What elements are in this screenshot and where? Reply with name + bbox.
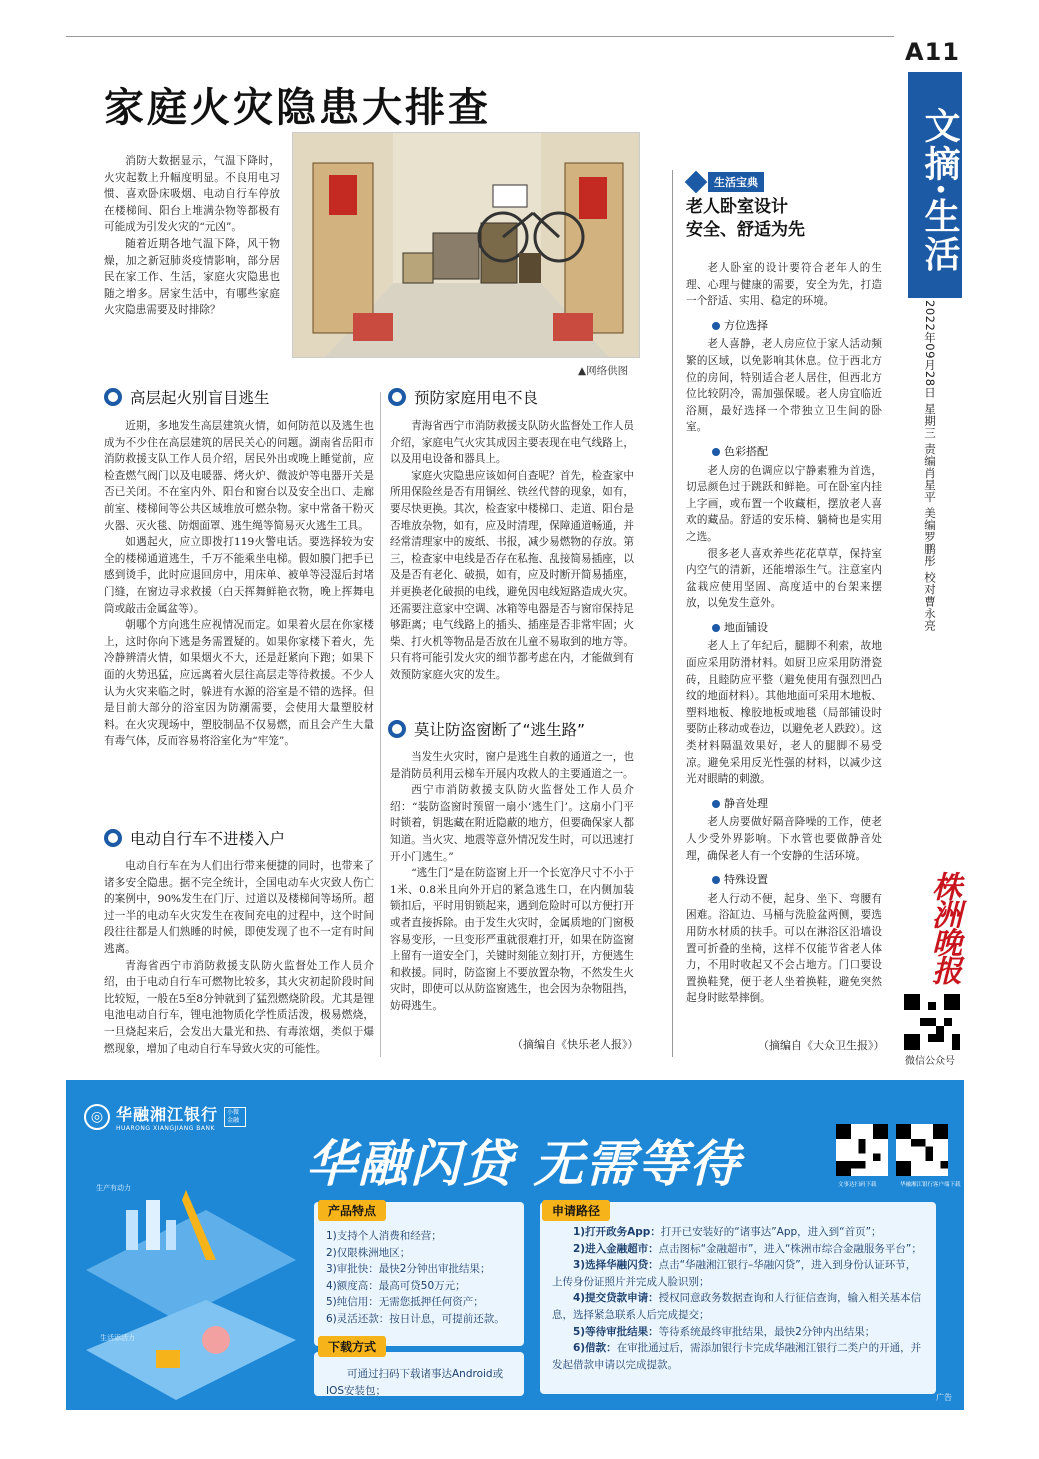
- page-number: A11: [905, 38, 960, 66]
- paragraph: 老人喜静，老人房应位于家人活动频繁的区域，以免影响其休息。位于西北方位的房间，特别适合老人居住，但西北方位比较阴冷，需加强保暖。老人房宜临近浴厕，最好选择一个带独立卫生间的卧室。: [686, 338, 882, 434]
- apply-panel: [540, 1202, 936, 1394]
- bullet-dot-icon: [712, 322, 720, 330]
- illus-label-life: 生活添活力: [100, 1334, 135, 1342]
- bank-brand: [84, 1102, 246, 1132]
- section-heading-high-rise: 高层起火别盲目逃生: [104, 386, 270, 408]
- article-source: （摘编自《快乐老人报》）: [512, 1038, 639, 1051]
- section-heading-window-guard: 莫让防盗窗断了“逃生路”: [388, 718, 585, 740]
- sidebar-intro: 老人卧室的设计要符合老年人的生理、心理与健康的需要，安全为先，打造一个舒适、实用、稳定的环境。: [686, 262, 882, 308]
- corridor-drawing: [293, 133, 640, 358]
- section-body-high-rise: [104, 418, 374, 750]
- intro-paragraph: 随着近期各地气温下降，风干物燥，加之新冠肺炎疫情影响，部分居民在家工作、生活，家庭火灾隐患也随之增多。居家生活中，有哪些家庭火灾隐患需要及时排除？: [104, 237, 280, 317]
- column-divider: [672, 170, 673, 1057]
- paragraph: 西宁市消防救援支队防火监督处工作人员介绍：“装防盗窗时预留一扇小‘逃生门’。这扇小门平时锁着，钥匙藏在附近隐蔽的地方，但要确保家人都知道。当火灾、地震等意外情况发生时，可以迅速打开小门逃生。”: [390, 784, 634, 863]
- ad-flag: 广告: [936, 1393, 952, 1402]
- ad-headline: 华融闪贷 无需等待: [306, 1135, 742, 1193]
- section-body-window-guard: [390, 749, 634, 1015]
- paragraph: 家庭火灾隐患应该如何自查呢？首先，检查家中所用保险丝是否有用铜丝、铁丝代替的现象，如有，要尽快更换。其次，检查家中楼梯口、走道、阳台是否堆放杂物，如有，应及时清理，保障通道畅通，并经常清理家中的废纸、书报，减少易燃物的存放。第三，检查家中电线是否存在私拖、乱接简易插座，以及是否有老化、破损，如有，应及时断开简易插座，并更换老化破损的电线，避免因电线短路造成火灾。还需要注意家中空调、冰箱等电器是否与窗帘保持足够距离；电气线路上的插头、插座是否非常牢固；火柴、打火机等物品是否放在儿童不易取到的地方等。只有将可能引发火灾的细节都考虑在内，才能做到有效预防家庭火灾的发生。: [390, 469, 634, 681]
- app-download-qr[interactable]: [836, 1124, 888, 1176]
- download-text: 可通过扫码下载诸事达Android或IOS安装包；: [326, 1368, 504, 1397]
- corridor-illustration: [292, 132, 640, 358]
- apply-step: 6)借款：在审批通过后，需添加银行卡完成华融湘江银行二类户的开通，并发起借款申请以完成提款。: [552, 1342, 922, 1371]
- article-intro: [104, 153, 280, 319]
- paragraph: 如遇起火，应立即拨打119火警电话。要选择较为安全的楼梯通道逃生，千万不能乘坐电梯。假如膜门把手已感到烫手，此时应退回房中，用床单、被单等浸湿后封堵门缝，在窗边寻求救援（白天挥舞鲜艳衣物，晚上挥舞电筒或敲击金属盆等）。: [104, 536, 374, 615]
- qr-caption: 华融湘江银行客户端下载: [900, 1182, 961, 1188]
- subheading-soundproof: 静音处理: [712, 796, 882, 813]
- feature-item: 5)纯信用：无需您抵押任何资产；: [326, 1296, 484, 1308]
- bullet-ring-icon: [104, 829, 122, 847]
- paragraph: 老人房要做好隔音降噪的工作，使老人少受外界影响。下水管也要做静音处理，确保老人有一个安静的生活环境。: [686, 816, 882, 862]
- bank-name-block: 华融湘江银行 HUARONG XIANGJIANG BANK: [116, 1105, 219, 1132]
- subheading-special: 特殊设置: [712, 872, 882, 889]
- feature-item: 2)仅限株洲地区；: [326, 1246, 411, 1259]
- column-badge: 生活宝典: [688, 172, 764, 192]
- bullet-dot-icon: [712, 624, 720, 632]
- features-panel: [314, 1202, 524, 1346]
- bullet-dot-icon: [712, 448, 720, 456]
- subheading-color: 色彩搭配: [712, 444, 882, 461]
- paragraph: 老人行动不便，起身、坐下、弯腰有困难。浴缸边、马桶与洗脸盆两侧，要选用防水材质的扶手。可以在淋浴区沿墙设置可折叠的坐椅，这样不仅能节省老人体力，不用时收起又不会占地方。门口要设置换鞋凳，便于老人坐着换鞋，避免突然起身时眩晕摔倒。: [686, 892, 882, 1005]
- paragraph: “逃生门”是在防盗窗上开一个长宽净尺寸不小于1米、0.8米且向外开启的紧急逃生口，在内侧加装锁扣后，平时用钥锁起来，遇到危险时可以方便打开或者直接拆除。由于发生火灾时，金属质地的门窗极容易变形，一旦变形严重就很难打开，如果在防盗窗上留有一道安全门，关键时刻能立刻打开，方便逃生和救援。同时，防盗窗上不要放置杂物，不然发生火灾时，即使可以从防盗窗逃生，也会因为杂物阻挡，妨碍逃生。: [390, 867, 634, 1012]
- illus-label-production: 生产有动力: [96, 1184, 131, 1192]
- bullet-ring-icon: [388, 388, 406, 406]
- apply-step: 5)等待审批结果：等待系统最终审批结果，最快2分钟内出结果；: [573, 1325, 876, 1338]
- qr-code-icon: [836, 1124, 888, 1176]
- paragraph: 近期，多地发生高层建筑火情，如何防范以及逃生也成为不少住在高层建筑的居民关心的问题。湖南省岳阳市消防救援支队工作人员介绍，居民外出或晚上睡觉前，应检查燃气阀门以及电暖器、烤火炉、微波炉等电器开关是否已关闭。不在室内外、阳台和窗台以及安全出口、走廊前室、楼梯间等公共区域堆放可燃杂物。家中常备干粉灭火器、灭火毯、防烟面罩、逃生绳等简易灭火逃生工具。: [104, 420, 374, 532]
- features-tab: 产品特点: [318, 1200, 386, 1221]
- download-panel: [314, 1352, 524, 1396]
- edition-info: 2022年09月28日 星期三 责编肖星平 美编罗鹏彤 校对曹永亮: [923, 300, 937, 632]
- download-tab: 下载方式: [318, 1336, 386, 1357]
- paragraph: 很多老人喜欢养些花花草草，保持室内空气的清新，还能增添生气。注意室内盆栽应使用坚固、高度适中的台架来摆放，以免发生意外。: [686, 547, 882, 610]
- bullet-ring-icon: [104, 388, 122, 406]
- paragraph: 青海省西宁市消防救援支队防火监督处工作人员介绍，由于电动自行车可燃物比较多，其火灾初起阶段时间比较短，一般在5至8分钟就到了猛烈燃烧阶段。尤其是锂电池电动自行车，锂电池物质化学性质活泼，极易燃烧，一旦烧起来后，会发出大量光和热、有毒浓烟，类似于爆燃现象，增加了电动自行车导致火灾的可能性。: [104, 959, 374, 1055]
- paragraph: 青海省西宁市消防救援支队防火监督处工作人员介绍，家庭电气火灾其成因主要表现在电气线路上，以及用电设备和器具上。: [390, 420, 634, 466]
- feature-item: 3)审批快：最快2分钟出审批结果；: [326, 1263, 491, 1275]
- section-heading-electricity: 预防家庭用电不良: [388, 386, 538, 408]
- feature-item: 6)灵活还款：按日计息，可提前还款。: [326, 1312, 505, 1325]
- subheading-orientation: 方位选择: [712, 318, 882, 335]
- sidebar-title: 老人卧室设计 安全、舒适为先: [686, 197, 805, 240]
- paragraph: 老人房的色调应以宁静素雅为首选，切忌颜色过于跳跃和鲜艳。可在卧室内挂上字画，或布置一个收藏柜，摆放老人喜欢的藏品。舒适的安乐椅、躺椅也是实用之选。: [686, 464, 882, 543]
- section-heading-e-bike: 电动自行车不进楼入户: [104, 827, 285, 849]
- paragraph: 电动自行车在为人们出行带来便捷的同时，也带来了诸多安全隐患。据不完全统计，全国电动车火灾致人伤亡的案例中，90%发生在门厅、过道以及楼梯间等场所。超过一半的电动车火灾发生在夜间充电的过程中，这个时间段往往都是人们熟睡的时候，即使发现了也不一定有时间逃离。: [104, 860, 374, 955]
- feature-item: 4)额度高：最高可贷50万元；: [326, 1279, 466, 1292]
- diamond-icon: [685, 171, 708, 194]
- qr-code-icon: [904, 994, 960, 1050]
- sidebar-body: [686, 260, 882, 1007]
- apply-steps: [552, 1224, 922, 1373]
- bank-badge: 小微金融: [224, 1107, 246, 1127]
- column-divider: [380, 392, 381, 1057]
- section-body-electricity: [390, 418, 634, 684]
- apply-step: 2)进入金融超市：点击图标“金融超市”，进入“株洲市综合金融服务平台”；: [573, 1242, 922, 1255]
- intro-paragraph: 消防大数据显示，气温下降时，火灾起数上升幅度明显。不良用电习惯、喜欢卧床吸烟、电动自行车停放在楼梯间、阳台上堆满杂物等都极有可能成为引发火灾的“元凶”。: [104, 155, 280, 234]
- ad-illustration: [66, 1150, 306, 1410]
- bullet-ring-icon: [388, 720, 406, 738]
- qr-code-icon: [896, 1124, 948, 1176]
- paragraph: 当发生火灾时，窗户是逃生自救的通道之一，也是消防员利用云梯车开展内攻救人的主要通道之一。: [390, 751, 634, 780]
- city-phone-illustration: [66, 1150, 306, 1410]
- article-title: 家庭火灾隐患大排查: [104, 84, 491, 131]
- image-caption: ▲网络供图: [578, 365, 629, 377]
- paragraph: 朝哪个方向逃生应视情况而定。如果着火层在你家楼上，这时你向下逃是务需置疑的。如果你家楼下着火，先冷静辨清火情，如果烟火不大，还是赶紧向下跑；如果下面的火势迅猛，应远离着火层往高层走等待救援。不少人认为火灾来临之时，躲进有水源的浴室是不错的选择。但是目前大部分的浴室因为防潮需要，会使用大量塑胶材料。在火灾现场中，塑胶制品不仅易燃，而且会产生大量有毒气体，反而容易将浴室化为“牢笼”。: [104, 619, 374, 748]
- feature-item: 1)支持个人消费和经营；: [326, 1230, 442, 1242]
- sidebar-source: （摘编自《大众卫生报》）: [758, 1039, 885, 1052]
- wechat-label: 微信公众号: [905, 1056, 955, 1067]
- bullet-dot-icon: [712, 876, 720, 884]
- wechat-qr-code[interactable]: [904, 994, 960, 1050]
- apply-step: 4)提交贷款申请：授权同意政务数据查询和人行征信查询，输入相关基本信息，选择紧急联系人后完成提交；: [552, 1292, 922, 1321]
- features-list: [326, 1228, 514, 1327]
- bank-advertisement: [66, 1080, 964, 1410]
- apply-step: 3)选择华融闪贷：点击“华融湘江银行–华融闪贷”，进入到身份认证环节，上传身份证照片并完成人脸识别；: [552, 1259, 917, 1288]
- bank-client-qr[interactable]: [896, 1124, 948, 1176]
- bullet-dot-icon: [712, 800, 720, 808]
- section-tag: 文摘·生活: [908, 72, 962, 298]
- apply-step: 1)打开政务App：打开已安装好的“诸事达”App，进入到“首页”；: [573, 1226, 882, 1238]
- top-rule: [66, 36, 894, 37]
- subheading-floor: 地面铺设: [712, 620, 882, 637]
- paragraph: 老人上了年纪后，腿脚不利索，故地面应采用防滑材料。如厨卫应采用防滑瓷砖，且睦防应平整（避免使用有强烈凹凸纹的地面材料）。其他地面可采用木地板、塑料地板、橡胶地板或地毯（局部铺设时要防止移动或卷边，以避免老人跌跤）。这类材料隔温效果好，老人的腿脚不易受凉。避免采用反光性强的材料，以减少这光对眼睛的刺激。: [686, 640, 882, 786]
- apply-tab: 申请路径: [542, 1200, 610, 1221]
- newspaper-logo: 株洲晚报: [926, 871, 961, 983]
- bank-logo-icon: ◎: [84, 1104, 110, 1130]
- section-body-e-bike: [104, 858, 374, 1057]
- qr-caption: 文事达扫码下载: [838, 1182, 877, 1188]
